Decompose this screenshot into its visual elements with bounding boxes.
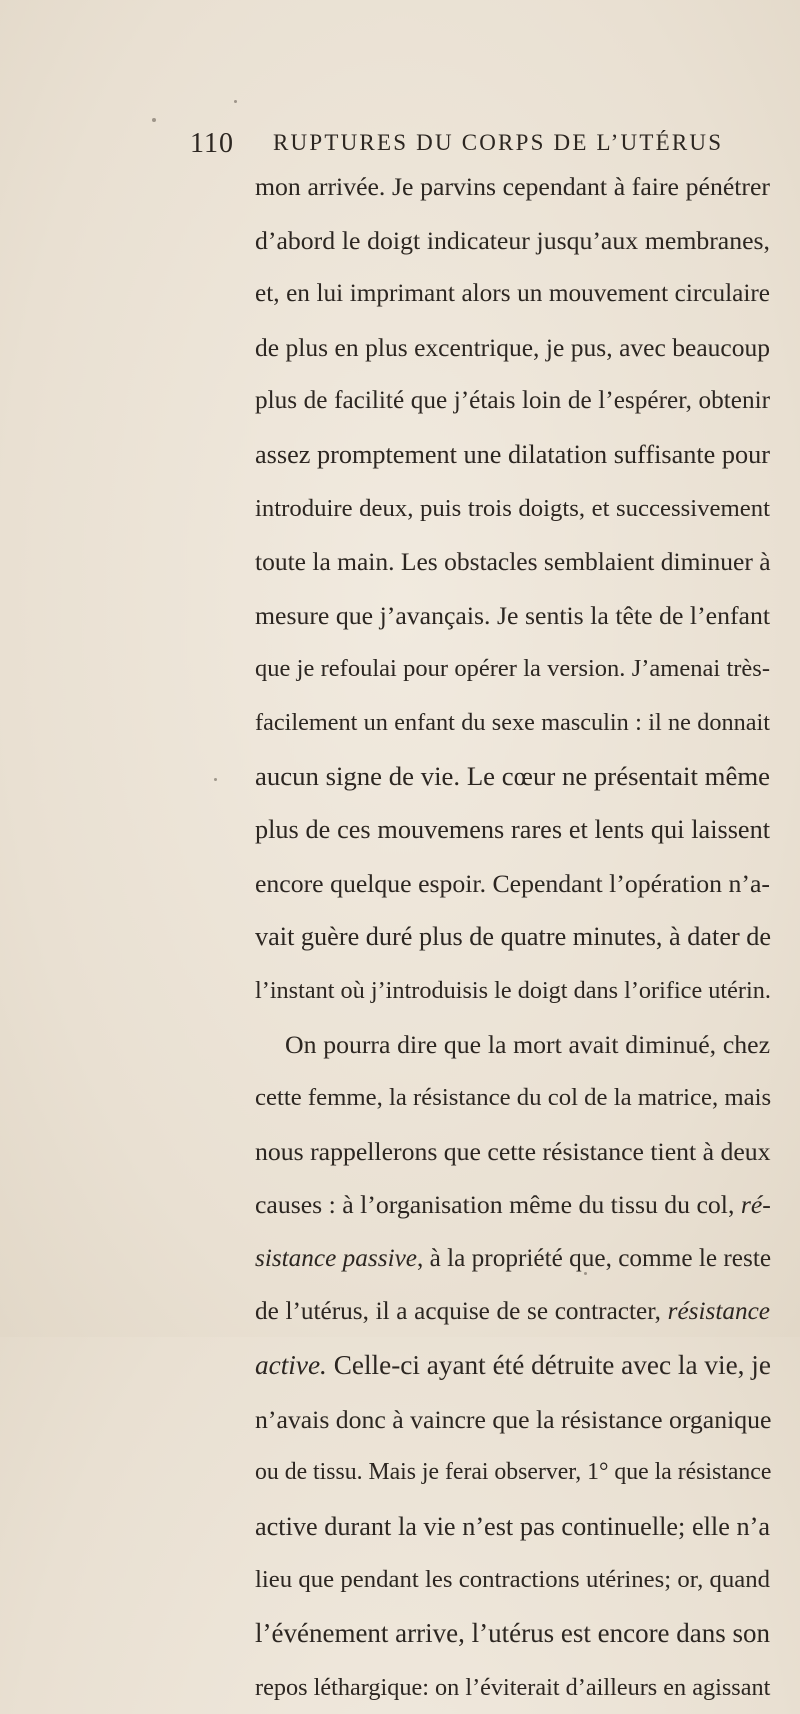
text-line: n’avais donc à vaincre que la résistance organique <box>255 1404 772 1434</box>
text-fragment: , à la propriété que, comme le reste <box>417 1243 772 1272</box>
italic-term: active. <box>255 1350 327 1381</box>
paper-speck <box>214 778 217 781</box>
text-line: active durant la vie n’est pas continuelle; elle n’a <box>255 1511 770 1541</box>
text-line: mon arrivée. Je parvins cependant à faire pénétrer <box>255 172 770 201</box>
text-line <box>255 1285 770 1339</box>
text-line: nous rappellerons que cette résistance tient à deux <box>255 1136 771 1166</box>
text-line: plus de ces mouvemens rares et lents qui laissent <box>255 815 770 845</box>
text-fragment: de l’utérus, il a acquise de se contracter, <box>255 1297 661 1326</box>
text-line: encore quelque espoir. Cependant l’opération n’a- <box>255 868 770 898</box>
text-line: lieu que pendant les contractions utérines; or, quand <box>255 1566 770 1594</box>
text-line: que je refoulai pour opérer la version. J’amenai très- <box>255 655 770 683</box>
text-line: plus de facilité que j’étais loin de l’espérer, obtenir <box>255 386 770 415</box>
italic-term: sistance passive <box>255 1243 417 1272</box>
text-line <box>255 1232 770 1286</box>
text-line: de plus en plus excentrique, je pus, avec beaucoup <box>255 332 770 362</box>
paper-speck <box>234 100 237 103</box>
text-line: vait guère duré plus de quatre minutes, à dater de <box>255 922 772 952</box>
text-line: facilement un enfant du sexe masculin : il ne donnait <box>255 708 770 736</box>
text-line: cette femme, la résistance du col de la matrice, mais <box>255 1084 772 1112</box>
text-fragment: d’abord le doigt indicateur jusqu’aux membranes, <box>255 225 770 255</box>
text-line <box>255 214 770 268</box>
text-line: On pourra dire que la mort avait diminué, chez <box>285 1029 770 1059</box>
text-line: l’instant où j’introduisis le doigt dans l’orifice utérin. <box>255 976 771 1004</box>
text-line: l’événement arrive, l’utérus est encore dans son <box>255 1618 771 1649</box>
text-line: ou de tissu. Mais je ferai observer, 1° que la résistance <box>255 1459 772 1486</box>
text-line: assez promptement une dilatation suffisante pour <box>255 439 770 469</box>
text-line: repos léthargique: on l’éviterait d’ailleurs en agissant <box>255 1673 771 1701</box>
text-line <box>255 1339 770 1393</box>
running-title: RUPTURES DU CORPS DE L’UTÉRUS <box>273 130 724 155</box>
text-line: et, en lui imprimant alors un mouvement circulaire <box>255 279 770 308</box>
paper-speck <box>152 118 156 122</box>
text-line <box>255 1178 770 1232</box>
text-line: mesure que j’avançais. Je sentis la tête de l’enfant <box>255 600 770 630</box>
text-fragment: causes : à l’organisation même du tissu du col, <box>255 1190 735 1220</box>
body-text <box>255 160 770 1714</box>
text-fragment: Celle-ci ayant été détruite avec la vie, je <box>326 1350 771 1381</box>
page-number: 110 <box>190 128 234 159</box>
italic-term: ré- <box>740 1190 771 1220</box>
text-line: toute la main. Les obstacles semblaient diminuer à <box>255 547 771 577</box>
text-line: introduire deux, puis trois doigts, et successivement <box>255 494 770 522</box>
running-head <box>190 118 770 158</box>
italic-term: résistance <box>667 1297 771 1326</box>
text-line: aucun signe de vie. Le cœur ne présentait même <box>255 760 770 791</box>
